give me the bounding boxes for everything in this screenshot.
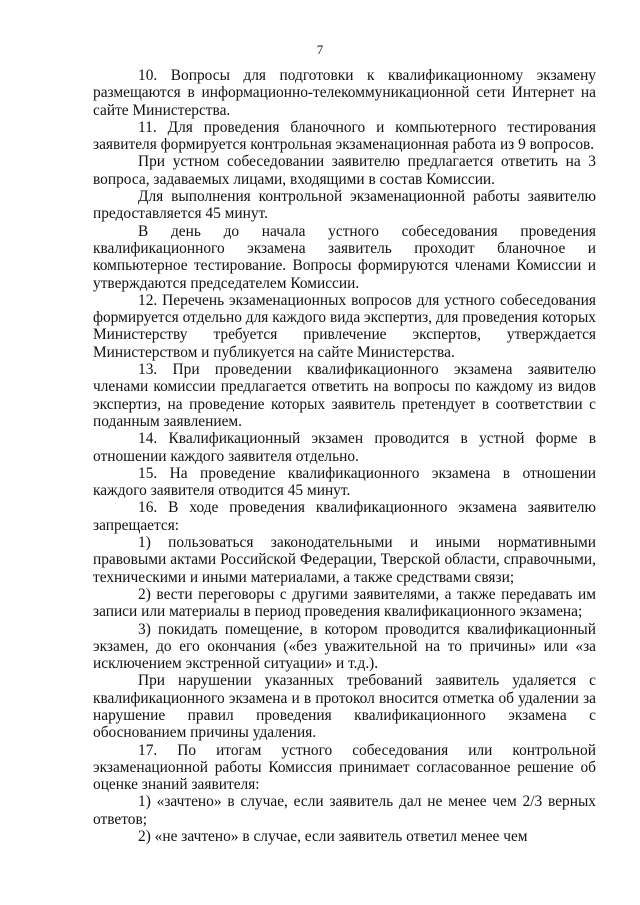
page-number: 7 [316,42,324,57]
paragraph-testing-day: В день до начала устного собеседования проведения квалификационного экзамена заявитель проходит бланочное и компьютерное тестирование. Вопросы формируются членами Комиссии и утверждаются председателем Комиссии. [93,222,596,292]
list-item-prohibition-1: 1) пользоваться законодательными и иными нормативными правовыми актами Российской Федерации, Тверской области, справочными, техническими и иными материалами, а также средствами связи; [93,534,596,586]
list-item-prohibition-2: 2) вести переговоры с другими заявителями, а также передавать им записи или материалы в период проведения квалификационного экзамена; [93,585,596,621]
document-body [93,67,596,845]
paragraph-15-exam-duration: 15. На проведение квалификационного экзамена в отношении каждого заявителя отводится 45 минут. [93,464,596,500]
paragraph-test-duration: Для выполнения контрольной экзаменационной работы заявителю предоставляется 45 минут. [93,188,596,223]
paragraph-10-questions-published: 10. Вопросы для подготовки к квалификационному экзамену размещаются в информационно-телекоммуникационной сети Интернет на сайте Министерства. [93,67,596,119]
paragraph-16-prohibitions: 16. В ходе проведения квалификационного экзамена заявителю запрещается: [93,499,596,534]
paragraph-12-question-list: 12. Перечень экзаменационных вопросов для устного собеседования формируется отдельно для каждого вида экспертиз, для проведения которых Министерству требуется привлечение экспертов, утверждается Министерством и публикуется на сайте Министерства. [93,291,596,361]
paragraph-13-exam-questions: 13. При проведении квалификационного экзамена заявителю членами комиссии предлагается ответить на вопросы по каждому из видов экспертиз, на проведение которых заявитель претендует в соответствии с поданным заявлением. [93,361,596,430]
paragraph-violation-removal: При нарушении указанных требований заявитель удаляется с квалификационного экзамена и в протокол вносится отметка об удалении за нарушение правил проведения квалификационного экзамена с обоснованием причины удаления. [93,672,596,742]
paragraph-11-test-composition: 11. Для проведения бланочного и компьютерного тестирования заявителя формируется контрольная экзаменационная работа из 9 вопросов. [93,118,596,154]
paragraph-17-results: 17. По итогам устного собеседования или контрольной экзаменационной работы Комиссия принимает согласованное решение об оценке знаний заявителя: [93,741,596,794]
paragraph-14-oral-form: 14. Квалификационный экзамен проводится в устной форме в отношении каждого заявителя отдельно. [93,430,596,465]
list-item-result-failed: 2) «не зачтено» в случае, если заявитель ответил менее чем [138,828,528,846]
paragraph-oral-interview-questions: При устном собеседовании заявителю предлагается ответить на 3 вопроса, задаваемых лицами, входящими в состав Комиссии. [93,153,596,188]
list-item-prohibition-3: 3) покидать помещение, в котором проводится квалификационный экзамен, до его окончания («без уважительной на то причины» или «за исключением экстренной ситуации» и т.д.). [93,620,596,673]
list-item-result-passed: 1) «зачтено» в случае, если заявитель дал не менее чем 2/3 верных ответов; [93,793,596,828]
